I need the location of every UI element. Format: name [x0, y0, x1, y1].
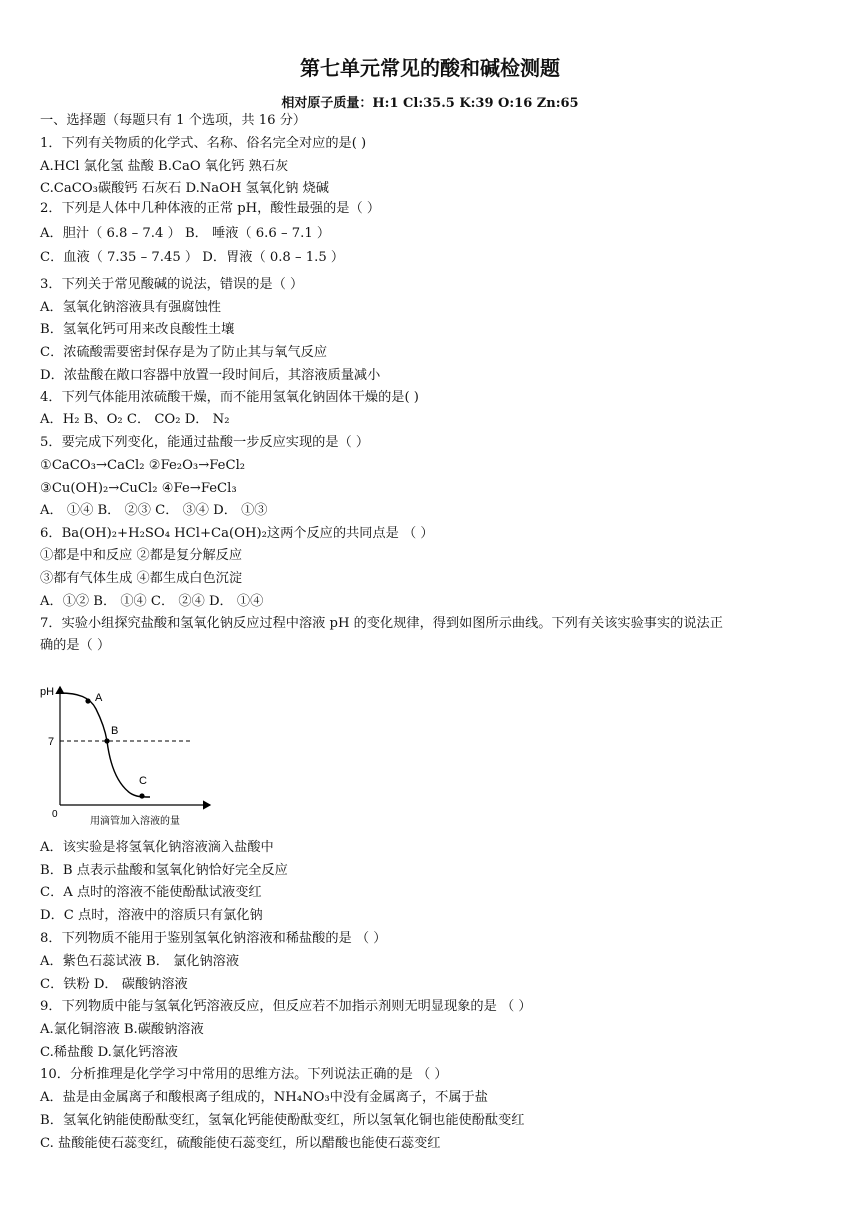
q7-option-b: B．B 点表示盐酸和氢氧化钠恰好完全反应: [40, 863, 288, 878]
q4-stem: 4．下列气体能用浓硫酸干燥，而不能用氢氧化钠固体干燥的是( ): [40, 390, 419, 405]
q7-option-a: A．该实验是将氢氧化钠溶液滴入盐酸中: [40, 840, 274, 855]
origin-label: 0: [52, 809, 58, 820]
x-axis-label: 用滴管加入溶液的量: [90, 816, 180, 827]
q3-option-d: D．浓盐酸在敞口容器中放置一段时间后，其溶液质量减小: [40, 368, 381, 383]
q6-options: A．①② B． ①④ C． ②④ D． ①④: [40, 594, 264, 609]
atomic-masses: 相对原子质量：H:1 Cl:35.5 K:39 O:16 Zn:65: [281, 96, 579, 111]
ph-curve-figure: [38, 683, 218, 831]
q5-options: A． ①④ B． ②③ C． ③④ D． ①③: [40, 503, 268, 518]
q7-stem-cont: 确的是（ ）: [40, 638, 111, 653]
point-a-label: A: [95, 692, 103, 704]
point-b: [104, 738, 109, 743]
q10-option-c: C. 盐酸能使石蕊变红，硫酸能使石蕊变红，所以醋酸也能使石蕊变红: [40, 1136, 441, 1151]
point-a: [85, 698, 90, 703]
q1-stem: 1．下列有关物质的化学式、名称、俗名完全对应的是( ): [40, 136, 367, 151]
q7-option-c: C．A 点时的溶液不能使酚酞试液变红: [40, 885, 262, 900]
point-c: [139, 793, 144, 798]
q5-items-34: ③Cu(OH)₂→CuCl₂ ④Fe→FeCl₃: [40, 481, 237, 496]
y-tick-7: 7: [48, 736, 55, 748]
q3-option-a: A．氢氧化钠溶液具有强腐蚀性: [40, 300, 221, 315]
q6-items-12: ①都是中和反应 ②都是复分解反应: [40, 548, 243, 563]
q3-option-b: B．氢氧化钙可用来改良酸性土壤: [40, 322, 235, 337]
q9-options-cd: C.稀盐酸 D.氯化钙溶液: [40, 1045, 178, 1060]
q1-options-ab: A.HCl 氯化氢 盐酸 B.CaO 氧化钙 熟石灰: [40, 159, 289, 174]
q7-stem: 7．实验小组探究盐酸和氢氧化钠反应过程中溶液 pH 的变化规律，得到如图所示曲线。下列有关该实验事实的说法正: [40, 616, 723, 631]
q6-stem: 6．Ba(OH)₂+H₂SO₄ HCl+Ca(OH)₂这两个反应的共同点是 （ ）: [40, 526, 434, 541]
q9-stem: 9．下列物质中能与氢氧化钙溶液反应，但反应若不加指示剂则无明显现象的是 （ ）: [40, 999, 532, 1014]
q4-options: A．H₂ B、O₂ C． CO₂ D． N₂: [40, 412, 230, 427]
y-axis-label: pH: [40, 686, 55, 698]
q8-options-ab: A．紫色石蕊试液 B． 氯化钠溶液: [40, 954, 240, 969]
q2-stem: 2．下列是人体中几种体液的正常 pH，酸性最强的是（ ）: [40, 201, 381, 216]
q8-options-cd: C．铁粉 D． 碳酸钠溶液: [40, 977, 188, 992]
page-title: 第七单元常见的酸和碱检测题: [300, 56, 560, 80]
q6-items-34: ③都有气体生成 ④都生成白色沉淀: [40, 571, 243, 586]
q5-items-12: ①CaCO₃→CaCl₂ ②Fe₂O₃→FeCl₂: [40, 458, 246, 473]
q2-options-ab: A．胆汁（ 6.8 – 7.4 ） B． 唾液（ 6.6 – 7.1 ）: [40, 226, 331, 241]
q1-options-cd: C.CaCO₃碳酸钙 石灰石 D.NaOH 氢氧化钠 烧碱: [40, 181, 329, 196]
q7-option-d: D．C 点时，溶液中的溶质只有氯化钠: [40, 908, 263, 923]
section-heading: 一、选择题（每题只有 1 个选项，共 16 分）: [40, 113, 307, 128]
q9-options-ab: A.氯化铜溶液 B.碳酸钠溶液: [40, 1022, 204, 1037]
q10-option-a: A．盐是由金属离子和酸根离子组成的，NH₄NO₃中没有金属离子，不属于盐: [40, 1090, 488, 1105]
ph-curve: [60, 693, 150, 797]
q5-stem: 5．要完成下列变化，能通过盐酸一步反应实现的是（ ）: [40, 435, 370, 450]
q10-stem: 10．分析推理是化学学习中常用的思维方法。下列说法正确的是 （ ）: [40, 1067, 448, 1082]
point-b-label: B: [111, 725, 119, 737]
point-c-label: C: [139, 775, 147, 787]
q10-option-b: B．氢氧化钠能使酚酞变红，氢氧化钙能使酚酞变红，所以氢氧化铜也能使酚酞变红: [40, 1113, 525, 1128]
q3-stem: 3．下列关于常见酸碱的说法，错误的是（ ）: [40, 277, 304, 292]
q2-options-cd: C．血液（ 7.35 – 7.45 ） D．胃液（ 0.8 – 1.5 ）: [40, 250, 345, 265]
q8-stem: 8．下列物质不能用于鉴别氢氧化钠溶液和稀盐酸的是 （ ）: [40, 931, 387, 946]
q3-option-c: C．浓硫酸需要密封保存是为了防止其与氧气反应: [40, 345, 328, 360]
